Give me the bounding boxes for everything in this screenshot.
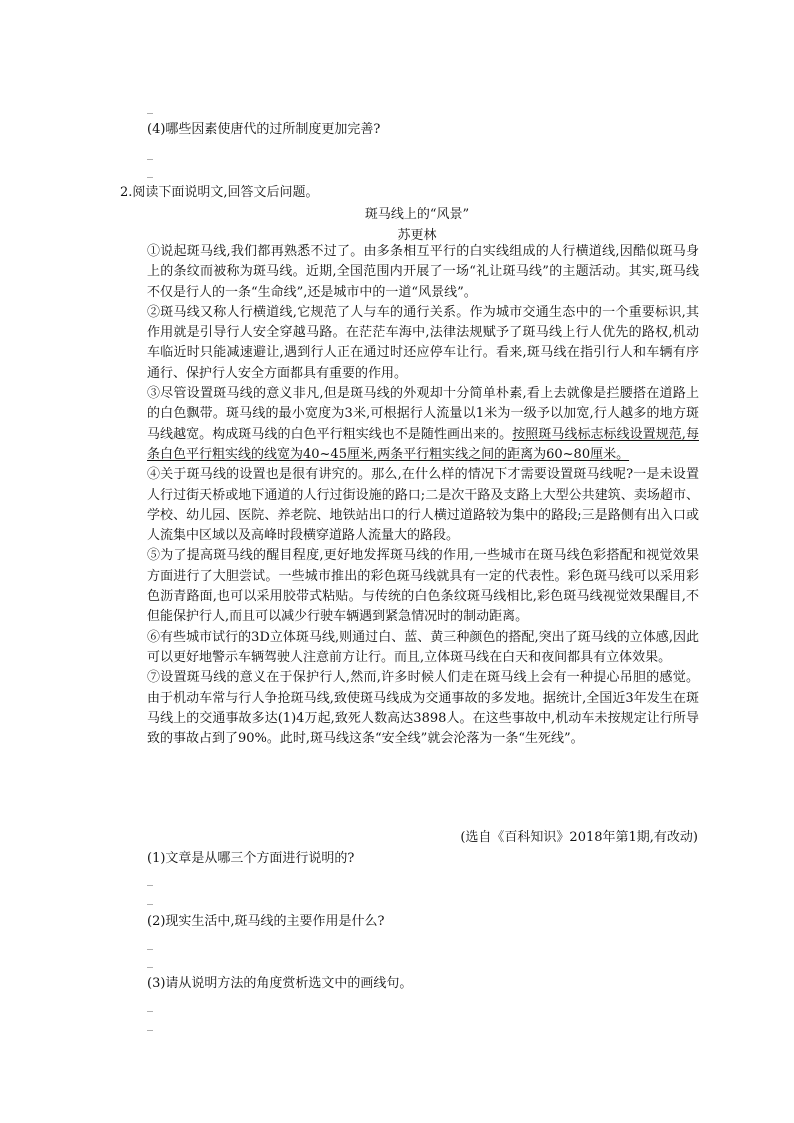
answer-line: _ [147,891,153,905]
article-body [147,242,699,749]
question-4: (4)哪些因素使唐代的过所制度更加完善? [147,122,381,137]
answer-line: _ [147,146,153,160]
answer-line: _ [147,1017,153,1031]
answer-line: _ [147,954,153,968]
paragraph-5: ⑤为了提高斑马线的醒目程度,更好地发挥斑马线的作用,一些城市在斑马线色彩搭配和视觉效果方面进行了大胆尝试。一些城市推出的彩色斑马线就具有一定的代表性。彩色斑马线可以采用彩色沥青路面,也可以采用胶带式粘贴。与传统的白色条纹斑马线相比,彩色斑马线视觉效果醒目,不但能保护行人,而且可以减少行驶车辆遇到紧急情况时的制动距离。 [147,548,699,625]
paragraph-7: ⑦设置斑马线的意义在于保护行人,然而,许多时候人们走在斑马线上会有一种提心吊胆的感觉。由于机动车常与行人争抢斑马线,致使斑马线成为交通事故的多发地。据统计,全国近3年发生在斑马线上的交通事故多达(1)4万起,致死人数高达3898人。在这些事故中,机动车未按规定让行所导致的事故占到了90%。此时,斑马线这条“安全线”就会沦落为一条“生死线”。 [147,670,699,747]
underlined-sentence: 按照斑马线标志标线设置规范,每条白色平行粗实线的线宽为40~45厘米,两条平行粗实线之间的距离为60~80厘米。 [147,426,699,462]
article-title: 斑马线上的“风景” [364,207,470,222]
answer-line: _ [147,100,153,114]
answer-line: _ [147,164,153,178]
paragraph-4: ④关于斑马线的设置也是很有讲究的。那么,在什么样的情况下才需要设置斑马线呢?一是未设置人行过街天桥或地下通道的人行过街设施的路口;二是次干路及支路上大型公共建筑、卖场超市、学校、幼儿园、医院、养老院、地铁站出口的行人横过道路较为集中的路段;三是路侧有出入口或人流集中区域以及高峰时段横穿道路人流量大的路段。 [147,467,699,544]
article-author: 苏更林 [397,228,437,243]
answer-line: _ [147,998,153,1012]
question-2-intro: 2.阅读下面说明文,回答文后问题。 [120,185,319,200]
question-2-3: (3)请从说明方法的角度赏析选文中的画线句。 [147,976,413,991]
article-source: (选自《百科知识》2018年第1期,有改动) [460,830,698,845]
paragraph-1: ①说起斑马线,我们都再熟悉不过了。由多条相互平行的白实线组成的人行横道线,因酷似斑马身上的条纹而被称为斑马线。近期,全国范围内开展了一场“礼让斑马线”的主题活动。其实,斑马线不仅是行人的一条“生命线”,还是城市中的一道“风景线”。 [147,244,699,300]
answer-line: _ [147,872,153,886]
paragraph-6: ⑥有些城市试行的3D立体斑马线,则通过白、蓝、黄三种颜色的搭配,突出了斑马线的立体感,因此可以更好地警示车辆驾驶人注意前方让行。而且,立体斑马线在白天和夜间都具有立体效果。 [147,629,699,665]
answer-line: _ [147,936,153,950]
question-2-1: (1)文章是从哪三个方面进行说明的? [147,851,355,866]
paragraph-3-text: ③尽管设置斑马线的意义非凡,但是斑马线的外观却十分简单朴素,看上去就像是拦腰搭在道路上的白色飘带。斑马线的最小宽度为3米,可根据行人流量以1米为一级予以加宽,行人越多的地方斑马线越宽。构成斑马线的白色平行粗实线也不是随性画出来的。 [147,386,699,442]
paragraph-2: ②斑马线又称人行横道线,它规范了人与车的通行关系。作为城市交通生态中的一个重要标识,其作用就是引导行人安全穿越马路。在茫茫车海中,法律法规赋予了斑马线上行人优先的路权,机动车临近时只能减速避让,遇到行人正在通过时还应停车让行。看来,斑马线在指引行人和车辆有序通行、保护行人安全方面都具有重要的作用。 [147,304,699,381]
question-2-2: (2)现实生活中,斑马线的主要作用是什么? [147,914,385,929]
paragraph-3 [147,384,699,465]
